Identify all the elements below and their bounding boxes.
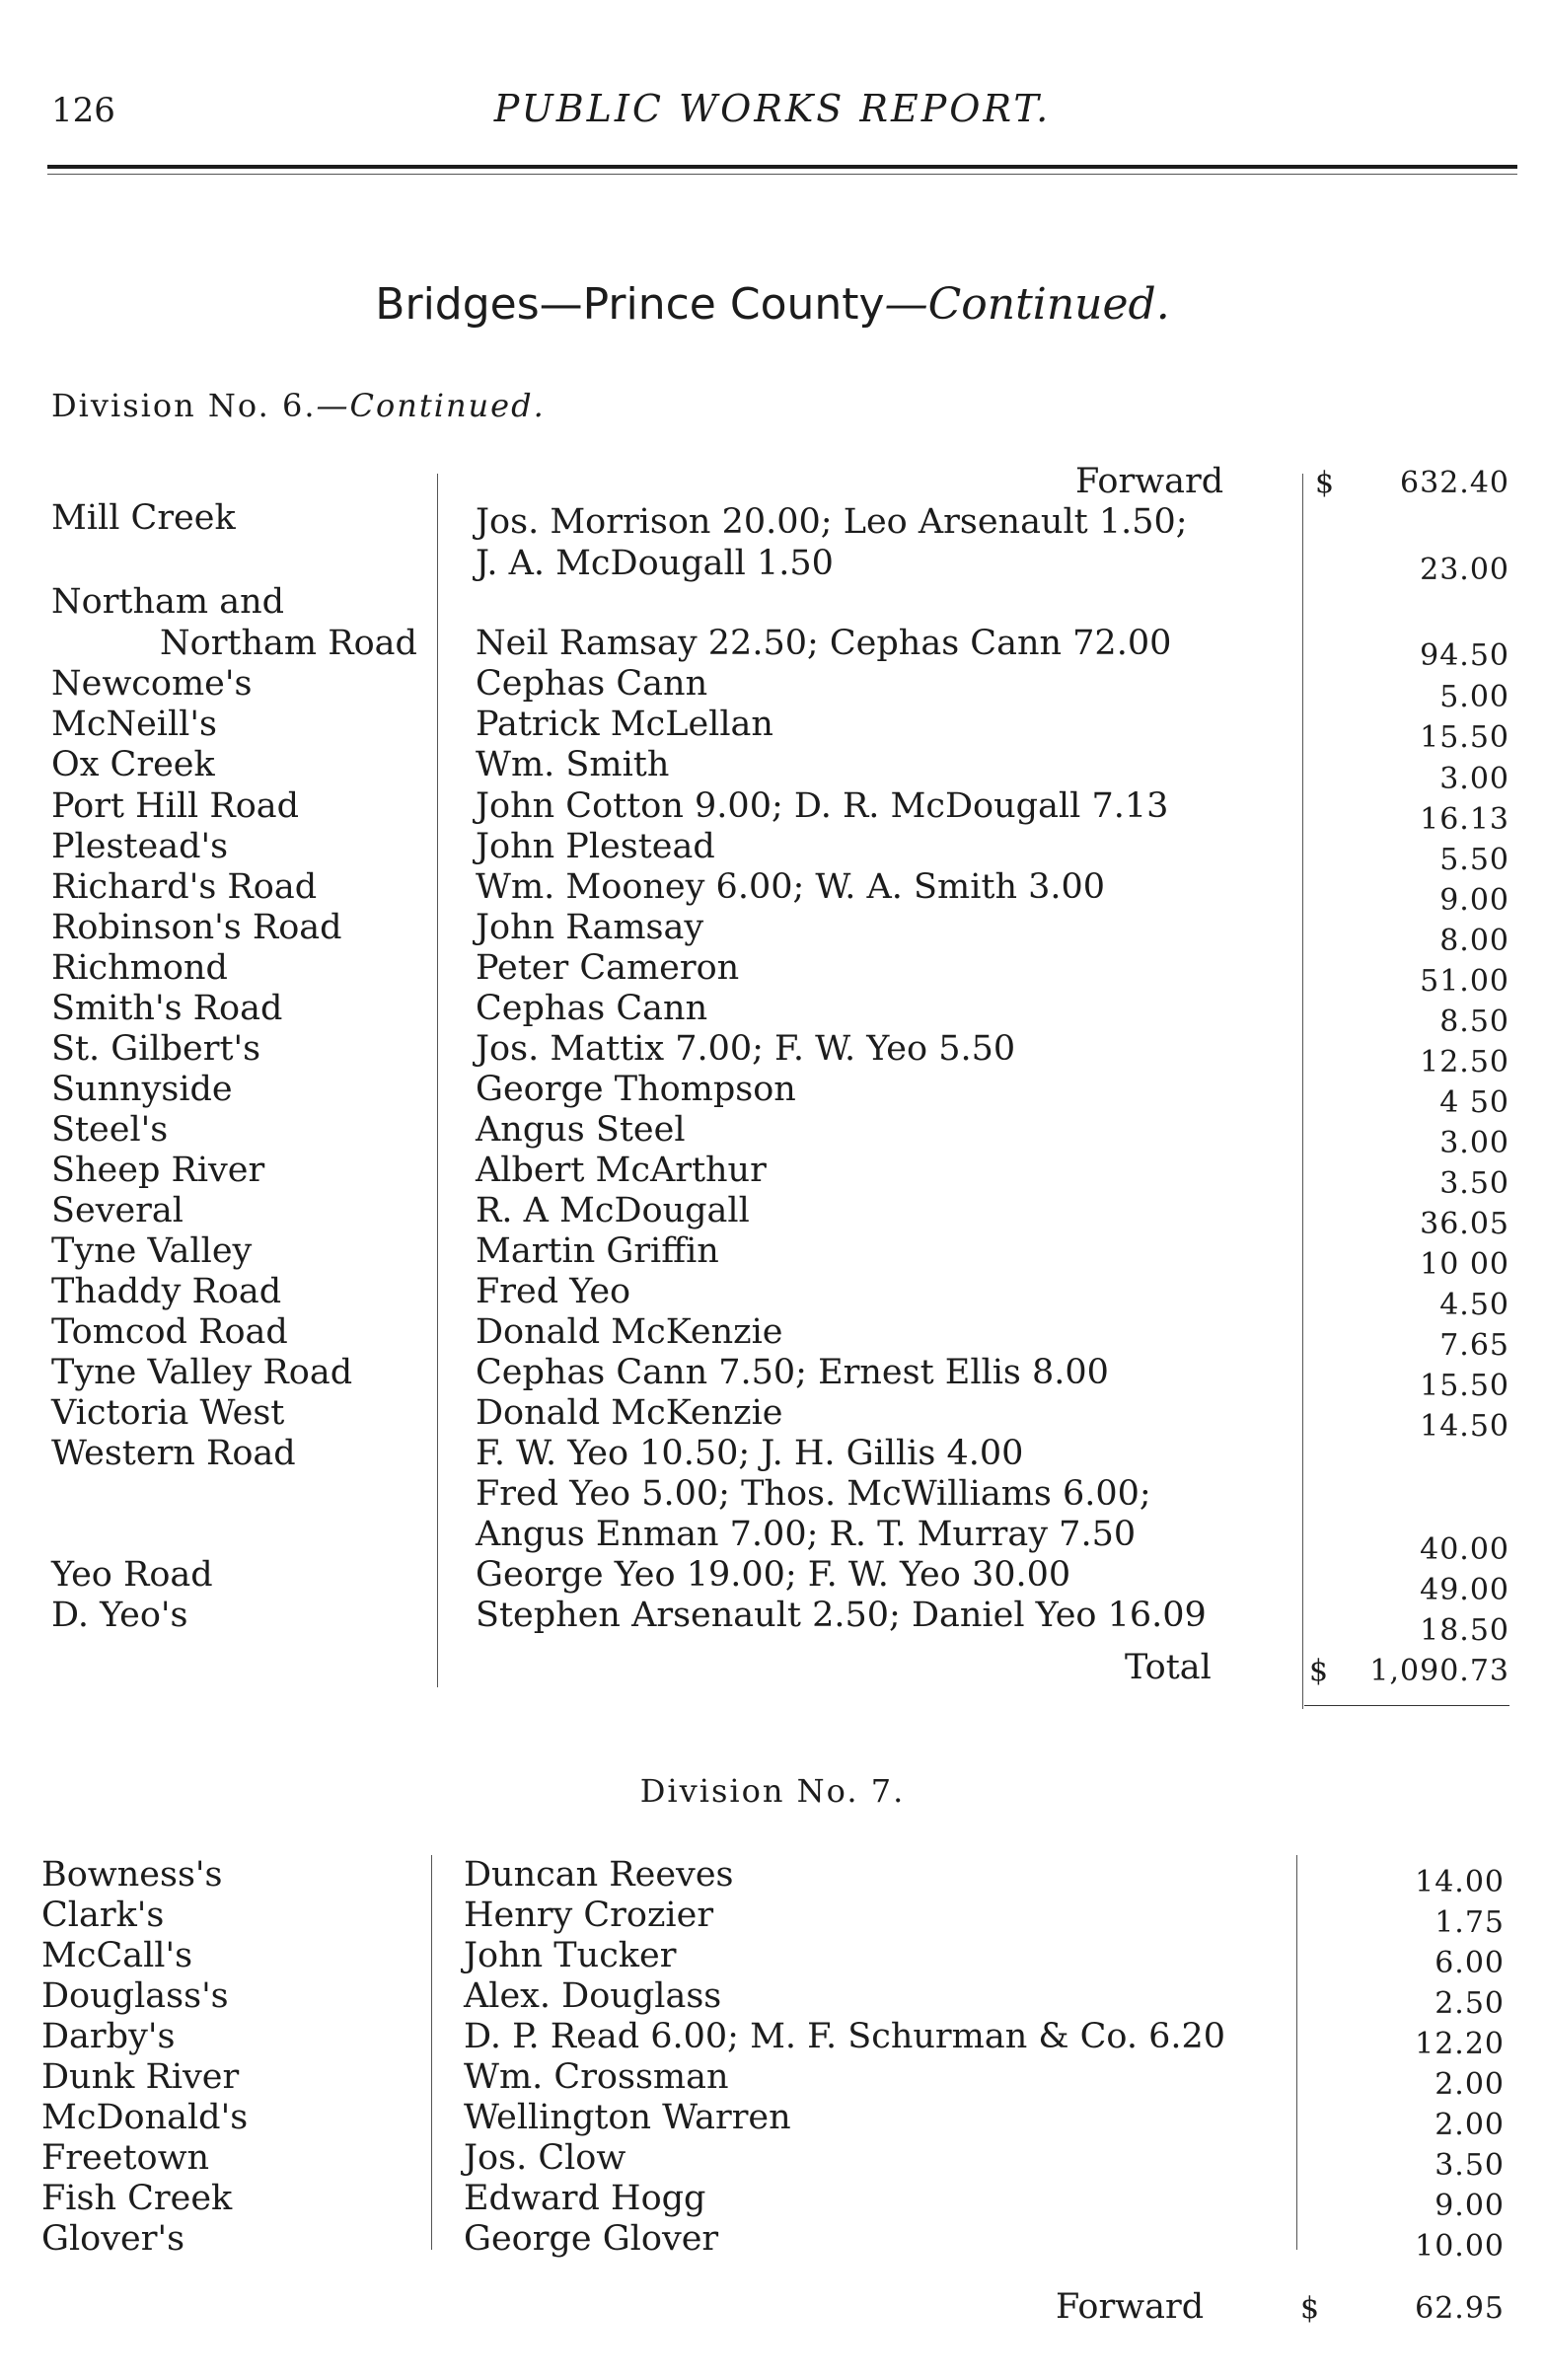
place-name: Bowness's: [41, 1855, 223, 1895]
payees: John Cotton 9.00; D. R. McDougall 7.13: [476, 786, 1169, 826]
amount: 5.00: [1439, 680, 1509, 714]
amount: 1.75: [1435, 1905, 1505, 1940]
payees: John Ramsay: [476, 908, 704, 947]
total-rule: [1304, 1705, 1509, 1706]
payees: Jos. Mattix 7.00; F. W. Yeo 5.50: [476, 1029, 1016, 1069]
place-name: Port Hill Road: [51, 786, 300, 826]
amount: 7.65: [1439, 1328, 1509, 1363]
amount: 14.00: [1415, 1865, 1505, 1899]
column-rule-right: [1302, 474, 1303, 1709]
amount: 3.50: [1439, 1166, 1509, 1201]
amount: 4 50: [1439, 1085, 1509, 1120]
amount: 14.50: [1420, 1409, 1509, 1444]
payees: Wm. Mooney 6.00; W. A. Smith 3.00: [476, 867, 1106, 907]
division-7-heading: Division No. 7.: [639, 1772, 906, 1810]
payees: Albert McArthur: [476, 1151, 767, 1190]
amount: 8.50: [1439, 1004, 1509, 1039]
amount: 23.00: [1420, 553, 1509, 587]
place-name: McCall's: [41, 1936, 193, 1975]
total-currency: $: [1309, 1654, 1330, 1688]
payees: George Yeo 19.00; F. W. Yeo 30.00: [476, 1555, 1071, 1595]
division-6-heading: [51, 387, 546, 424]
amount: 3.00: [1439, 1126, 1509, 1160]
place-name: Richard's Road: [51, 867, 318, 907]
title-suffix: —Continued.: [884, 279, 1170, 330]
payees: George Thompson: [476, 1070, 796, 1109]
amount: 6.00: [1435, 1946, 1505, 1980]
place-name: D. Yeo's: [51, 1596, 188, 1635]
amount: 94.50: [1420, 638, 1509, 673]
header-rule-thin: [47, 174, 1517, 175]
division-6-heading-prefix: Division No. 6.: [51, 387, 317, 424]
place-name: Northam and: [51, 582, 285, 622]
forward-amount-bottom: 62.95: [1415, 2291, 1505, 2326]
payees: Wm. Crossman: [464, 2057, 729, 2097]
header-rule: [47, 165, 1517, 169]
payees: John Plestead: [476, 827, 715, 866]
payees: John Tucker: [464, 1936, 677, 1975]
place-name: Sunnyside: [51, 1070, 233, 1109]
total-amount: 1,090.73: [1369, 1654, 1509, 1688]
forward-amount: 632.40: [1400, 466, 1509, 500]
amount: 49.00: [1420, 1573, 1509, 1607]
amount: 3.00: [1439, 762, 1509, 796]
column-rule-left: [437, 474, 438, 1687]
place-name: Mill Creek: [51, 498, 236, 538]
payees: Fred Yeo 5.00; Thos. McWilliams 6.00;: [476, 1474, 1151, 1514]
place-name: Several: [51, 1191, 184, 1230]
payees: Stephen Arsenault 2.50; Daniel Yeo 16.09: [476, 1596, 1207, 1635]
place-name: Sheep River: [51, 1151, 265, 1190]
place-name: Tyne Valley: [51, 1231, 253, 1271]
payees: Martin Griffin: [476, 1231, 719, 1271]
column-rule-right: [1296, 1855, 1297, 2250]
payees: Cephas Cann: [476, 989, 708, 1028]
amount: 15.50: [1420, 1369, 1509, 1403]
place-name: Dunk River: [41, 2057, 240, 2097]
payees: D. P. Read 6.00; M. F. Schurman & Co. 6.20: [464, 2017, 1226, 2056]
amount: 36.05: [1420, 1207, 1509, 1241]
page-number: 126: [51, 91, 115, 130]
place-name: Ox Creek: [51, 745, 215, 784]
place-name: Victoria West: [51, 1393, 285, 1433]
forward-label-bottom: Forward: [1056, 2287, 1205, 2327]
page-title: [0, 279, 1545, 330]
payees: Duncan Reeves: [464, 1855, 734, 1895]
amount: 2.00: [1435, 2108, 1505, 2142]
place-name: Douglass's: [41, 1976, 229, 2016]
place-name: Darby's: [41, 2017, 176, 2056]
payees: Wellington Warren: [464, 2098, 791, 2137]
amount: 40.00: [1420, 1532, 1509, 1567]
amount: 10 00: [1420, 1247, 1509, 1282]
place-name: Newcome's: [51, 664, 253, 704]
payees: Jos. Clow: [464, 2138, 626, 2178]
place-name: Richmond: [51, 948, 228, 988]
place-name: Northam Road: [160, 624, 417, 663]
place-name: Tyne Valley Road: [51, 1353, 353, 1392]
place-name: Thaddy Road: [51, 1272, 282, 1311]
amount: 2.00: [1435, 2067, 1505, 2102]
amount: 15.50: [1420, 720, 1509, 755]
amount: 3.50: [1435, 2148, 1505, 2183]
amount: 51.00: [1420, 964, 1509, 999]
total-label: Total: [1125, 1648, 1212, 1687]
amount: 10.00: [1415, 2229, 1505, 2264]
payees: Henry Crozier: [464, 1896, 714, 1935]
place-name: Robinson's Road: [51, 908, 342, 947]
payees: Edward Hogg: [464, 2179, 706, 2218]
amount: 4.50: [1439, 1288, 1509, 1322]
payees: George Glover: [464, 2219, 719, 2259]
payees: Wm. Smith: [476, 745, 670, 784]
amount: 12.50: [1420, 1045, 1509, 1079]
amount: 16.13: [1420, 802, 1509, 837]
payees: Alex. Douglass: [464, 1976, 722, 2016]
place-name: Western Road: [51, 1434, 296, 1473]
place-name: St. Gilbert's: [51, 1029, 261, 1069]
title-main: Bridges—Prince County: [375, 279, 885, 330]
amount: 12.20: [1415, 2027, 1505, 2061]
place-name: Fish Creek: [41, 2179, 233, 2218]
payees: Angus Enman 7.00; R. T. Murray 7.50: [476, 1515, 1137, 1554]
place-name: Freetown: [41, 2138, 210, 2178]
payees: Patrick McLellan: [476, 705, 773, 744]
amount: 9.00: [1439, 883, 1509, 918]
place-name: McNeill's: [51, 705, 217, 744]
payees: Cephas Cann 7.50; Ernest Ellis 8.00: [476, 1353, 1109, 1392]
payees: Donald McKenzie: [476, 1312, 783, 1352]
amount: 8.00: [1439, 924, 1509, 958]
payees: Neil Ramsay 22.50; Cephas Cann 72.00: [476, 624, 1172, 663]
place-name: Steel's: [51, 1110, 169, 1150]
forward-label: Forward: [1075, 462, 1224, 501]
payees: Angus Steel: [476, 1110, 686, 1150]
payees: Fred Yeo: [476, 1272, 631, 1311]
place-name: McDonald's: [41, 2098, 249, 2137]
payees: F. W. Yeo 10.50; J. H. Gillis 4.00: [476, 1434, 1024, 1473]
amount: 9.00: [1435, 2189, 1505, 2223]
payees: Donald McKenzie: [476, 1393, 783, 1433]
place-name: Yeo Road: [51, 1555, 213, 1595]
forward-currency-bottom: $: [1300, 2291, 1321, 2326]
amount: 5.50: [1439, 843, 1509, 877]
payees: R. A McDougall: [476, 1191, 750, 1230]
place-name: Smith's Road: [51, 989, 283, 1028]
amount: 18.50: [1420, 1613, 1509, 1648]
running-title: PUBLIC WORKS REPORT.: [493, 87, 1052, 130]
payees: Cephas Cann: [476, 664, 708, 704]
forward-currency: $: [1315, 466, 1336, 500]
place-name: Clark's: [41, 1896, 165, 1935]
column-rule-left: [431, 1855, 432, 2250]
division-6-heading-suffix: —Continued.: [316, 387, 546, 424]
place-name: Plestead's: [51, 827, 229, 866]
payees: J. A. McDougall 1.50: [476, 544, 834, 583]
place-name: Glover's: [41, 2219, 185, 2259]
payees: Peter Cameron: [476, 948, 740, 988]
amount: 2.50: [1435, 1986, 1505, 2021]
place-name: Tomcod Road: [51, 1312, 288, 1352]
payees: Jos. Morrison 20.00; Leo Arsenault 1.50;: [476, 502, 1188, 542]
